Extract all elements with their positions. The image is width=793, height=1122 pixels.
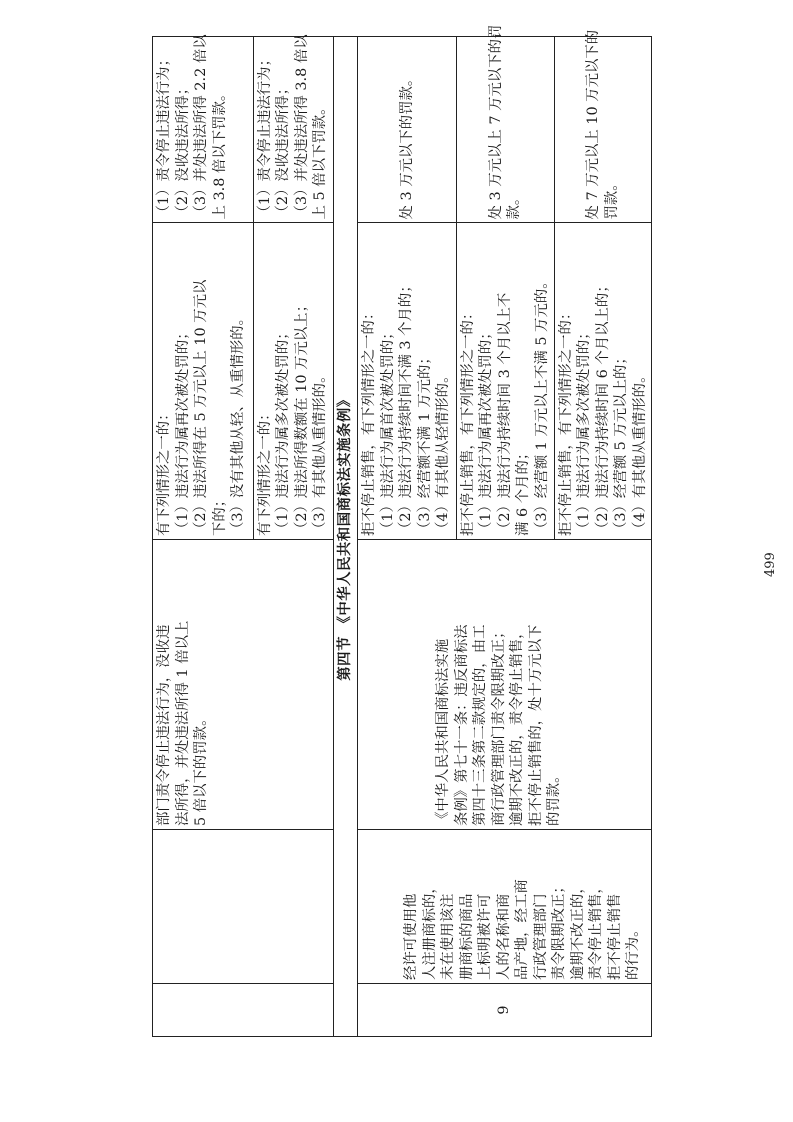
legal-basis-cell [358,540,652,830]
text-line: （3）并处违法所得 3.8 倍以 [293,34,310,220]
text-line: 品产地，经工商 [514,879,530,980]
text-line: （3）经营额不满 1 万元的； [416,350,433,536]
text-line: 满 6 个月的； [515,445,531,536]
text-line: （1）违法行为属多次被处罚的； [275,325,291,536]
text-line: （4）有其他从重情形的。 [631,368,648,536]
text-line: （4）有其他从轻情形的。 [435,368,451,536]
text-line: （2）违法行为持续时间不满 3 个月的； [398,278,414,536]
text-line: （1）违法行为属首次被处罚的； [379,325,396,536]
text-line: 人注册商标的， [421,879,438,980]
text-line: （3）经营额 1 万元以上不满 5 万元的。 [533,274,550,536]
behavior-cell-empty [153,830,334,984]
circumstance-cell [153,223,253,539]
text-line: 上 5 倍以下罚款。 [312,100,328,220]
circumstance-cell [253,223,333,539]
text-line: （1）责令停止违法行为； [156,52,172,220]
text-line: 责令限期改正； [551,879,567,980]
text-line: （3）经营额 5 万元以上的； [613,350,629,536]
text-line: 5 倍以下的罚款。 [193,711,209,826]
text-line: 处 7 万元以上 10 万元以下的 [585,29,602,220]
text-line: （1）违法行为属再次被处罚的； [478,325,494,536]
text-line: 款。 [506,190,522,220]
index-cell-empty [153,984,334,1037]
text-line: 罚款。 [603,176,620,220]
text-line: 的行为。 [625,922,641,980]
text-line: （1）责令停止违法行为； [256,52,273,220]
text-line: 逾期不改正的，责令停止销售， [509,624,525,826]
text-line: （3）有其他从重情形的。 [312,368,328,536]
penalty-cell [456,24,554,223]
text-line: 经许可使用他 [403,893,419,980]
text-line: 法所得，并处违法所得 1 倍以上 [174,620,191,826]
text-line: 处 3 万元以下的罚款。 [398,71,415,220]
legal-basis-cell [153,540,334,830]
text-line: 有下列情形之一的： [256,406,273,536]
text-line: （3）并处违法所得 2.2 倍以 [193,34,209,220]
text-line: （2）违法所得数额在 10 万元以上； [293,297,310,536]
text-line: （1）违法行为属多次被处罚的； [576,325,592,536]
text-line: 拒不停止销售 [606,893,623,980]
text-line: 下的； [211,492,228,536]
text-line: （2）违法行为持续时间 3 个月以上不 [496,292,513,536]
circumstance-cell [358,223,456,539]
text-line: 《中华人民共和国商标法实施 [435,638,451,826]
circumstance-cell [456,223,554,539]
penalty-table-frame [152,24,649,1037]
page-number: 499 [763,552,778,577]
circumstance-cell [554,223,651,539]
text-line: （2）没收违法所得； [174,80,191,220]
table-row-previous [153,37,334,1037]
text-line: （2）违法行为持续时间 6 个月以上的； [594,278,611,536]
text-line: 拒不停止销售，有下列情形之一的： [557,305,574,536]
text-line: （2）违法所得在 5 万元以上 10 万元以 [193,279,209,536]
penalty-cell [253,36,333,223]
penalty-cell [358,36,456,223]
penalty-cell [153,36,253,223]
section-title: 第四节 《中华人民共和国商标法实施条例》 [334,37,358,1037]
grades-subtable [153,36,333,539]
text-line: 部门责令停止违法行为，没收违 [156,624,172,826]
text-line: 上 3.8 倍以下罚款。 [211,86,228,220]
text-line: 条例》第七十一条：违反商标法 [453,624,470,826]
text-line: 行政管理部门 [532,893,549,980]
text-line: （1）违法行为属再次被处罚的； [174,325,191,536]
grades-container [358,24,652,540]
text-line: 处 3 万元以上 7 万元以下的罚 [487,24,504,220]
penalty-table [152,24,652,1037]
grades-subtable [358,24,651,539]
text-line: 责令停止销售， [588,879,604,980]
text-line: 上标明被许可 [477,893,493,980]
row-index: 9 [358,984,652,1037]
text-line: 逾期不改正的， [569,879,586,980]
text-line: 拒不停止销售的，处十万元以下 [527,624,544,826]
text-line: （2）没收违法所得； [275,80,291,220]
section-row [334,37,358,1037]
text-line: 拒不停止销售，有下列情形之一的： [361,305,377,536]
text-line: 册商标的商品 [458,893,475,980]
text-line: 拒不停止销售，有下列情形之一的： [459,305,476,536]
text-line: 未在使用该注 [440,893,456,980]
text-line: （3）没有其他从轻、从重情形的。 [230,310,246,536]
text-line: 第四十三条第二款规定的，由工 [472,624,488,826]
text-line: 商行政管理部门责令限期改正； [490,624,507,826]
text-line: 有下列情形之一的： [156,406,172,536]
text-line: 的罚款。 [546,768,562,826]
behavior-cell [358,830,652,984]
table-row-9 [358,37,652,1037]
text-line: 人的名称和商 [495,893,512,980]
grades-container [153,34,334,540]
penalty-cell [554,29,651,223]
